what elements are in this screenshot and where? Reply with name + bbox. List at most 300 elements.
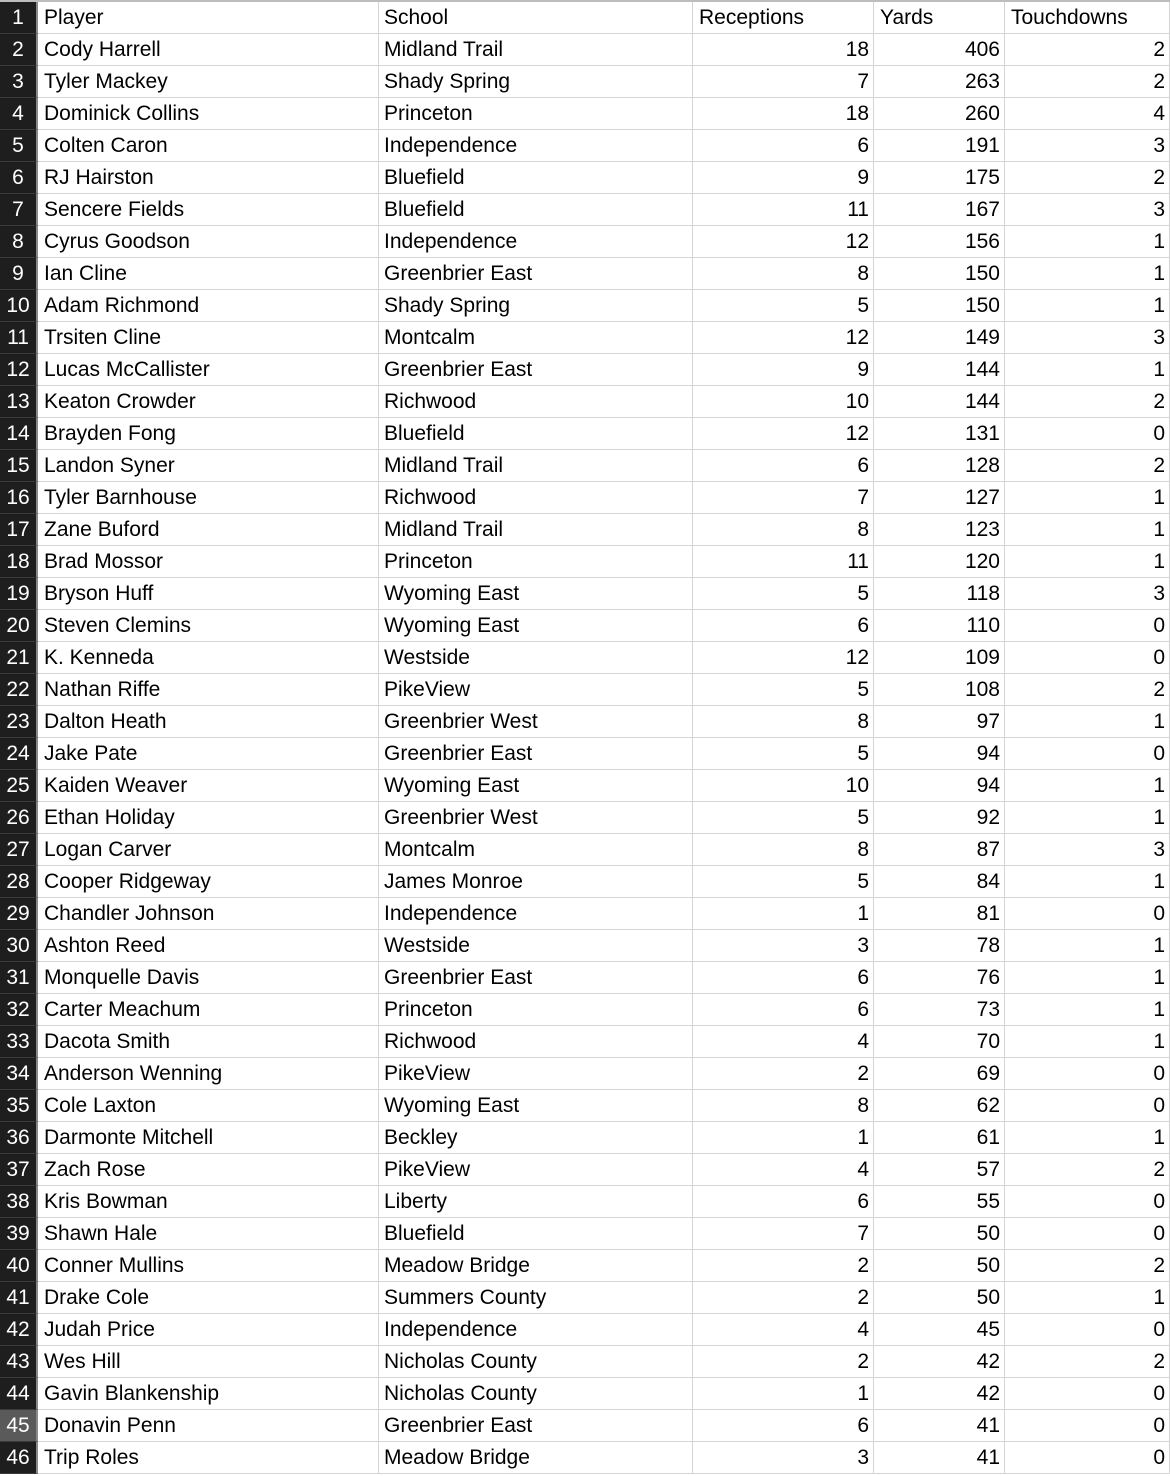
- cell-receptions[interactable]: 2: [693, 1282, 874, 1314]
- cell-yards[interactable]: 57: [874, 1154, 1005, 1186]
- table-row: [0, 34, 1170, 66]
- cell-yards[interactable]: 150: [874, 258, 1005, 290]
- cell-yards[interactable]: 406: [874, 34, 1005, 66]
- row-number[interactable]: 7: [0, 194, 38, 226]
- cell-receptions[interactable]: 9: [693, 354, 874, 386]
- cell-yards[interactable]: 76: [874, 962, 1005, 994]
- cell-touchdowns[interactable]: 1: [1005, 1122, 1170, 1154]
- cell-touchdowns[interactable]: 2: [1005, 386, 1170, 418]
- cell-yards[interactable]: 69: [874, 1058, 1005, 1090]
- cell-yards[interactable]: 61: [874, 1122, 1005, 1154]
- cell-school[interactable]: PikeView: [379, 1058, 693, 1090]
- cell-yards[interactable]: 120: [874, 546, 1005, 578]
- table-row: [0, 738, 1170, 770]
- cell-school[interactable]: Bluefield: [379, 194, 693, 226]
- cell-yards[interactable]: 70: [874, 1026, 1005, 1058]
- row-number[interactable]: 36: [0, 1122, 38, 1154]
- cell-receptions[interactable]: 5: [693, 802, 874, 834]
- cell-player[interactable]: Shawn Hale: [38, 1218, 379, 1250]
- cell-player[interactable]: Nathan Riffe: [38, 674, 379, 706]
- cell-receptions[interactable]: 12: [693, 642, 874, 674]
- cell-player[interactable]: Dalton Heath: [38, 706, 379, 738]
- cell-school[interactable]: Midland Trail: [379, 34, 693, 66]
- cell-player[interactable]: Kaiden Weaver: [38, 770, 379, 802]
- cell-receptions[interactable]: 11: [693, 194, 874, 226]
- cell-player[interactable]: Bryson Huff: [38, 578, 379, 610]
- table-row: [0, 1090, 1170, 1122]
- cell-receptions[interactable]: 8: [693, 706, 874, 738]
- cell-school[interactable]: Greenbrier West: [379, 706, 693, 738]
- row-number[interactable]: 19: [0, 578, 38, 610]
- cell-touchdowns[interactable]: 2: [1005, 66, 1170, 98]
- cell-receptions[interactable]: 1: [693, 1378, 874, 1410]
- cell-player[interactable]: Keaton Crowder: [38, 386, 379, 418]
- cell-player[interactable]: Kris Bowman: [38, 1186, 379, 1218]
- cell-school[interactable]: Independence: [379, 898, 693, 930]
- cell-touchdowns[interactable]: 2: [1005, 1250, 1170, 1282]
- cell-yards[interactable]: 50: [874, 1282, 1005, 1314]
- cell-receptions[interactable]: 8: [693, 514, 874, 546]
- cell-touchdowns[interactable]: 1: [1005, 802, 1170, 834]
- cell-yards[interactable]: 156: [874, 226, 1005, 258]
- cell-receptions[interactable]: 6: [693, 610, 874, 642]
- cell-player[interactable]: Zach Rose: [38, 1154, 379, 1186]
- cell-player[interactable]: Brayden Fong: [38, 418, 379, 450]
- cell-receptions[interactable]: 2: [693, 1346, 874, 1378]
- cell-school[interactable]: PikeView: [379, 1154, 693, 1186]
- row-number[interactable]: 18: [0, 546, 38, 578]
- cell-receptions[interactable]: 10: [693, 386, 874, 418]
- header-cell-school[interactable]: School: [379, 2, 693, 34]
- cell-touchdowns[interactable]: 1: [1005, 866, 1170, 898]
- cell-player[interactable]: Drake Cole: [38, 1282, 379, 1314]
- cell-school[interactable]: Montcalm: [379, 322, 693, 354]
- cell-school[interactable]: Wyoming East: [379, 578, 693, 610]
- cell-yards[interactable]: 127: [874, 482, 1005, 514]
- cell-touchdowns[interactable]: 1: [1005, 546, 1170, 578]
- row-number[interactable]: 39: [0, 1218, 38, 1250]
- table-row: [0, 450, 1170, 482]
- cell-yards[interactable]: 50: [874, 1218, 1005, 1250]
- cell-receptions[interactable]: 3: [693, 1442, 874, 1474]
- cell-receptions[interactable]: 2: [693, 1250, 874, 1282]
- cell-school[interactable]: Bluefield: [379, 418, 693, 450]
- row-number[interactable]: 27: [0, 834, 38, 866]
- cell-player[interactable]: Logan Carver: [38, 834, 379, 866]
- cell-touchdowns[interactable]: 2: [1005, 1154, 1170, 1186]
- cell-receptions[interactable]: 5: [693, 866, 874, 898]
- header-cell-player[interactable]: Player: [38, 2, 379, 34]
- cell-touchdowns[interactable]: 0: [1005, 642, 1170, 674]
- row-number[interactable]: 9: [0, 258, 38, 290]
- cell-school[interactable]: Richwood: [379, 482, 693, 514]
- cell-receptions[interactable]: 6: [693, 130, 874, 162]
- header-cell-receptions[interactable]: Receptions: [693, 2, 874, 34]
- cell-receptions[interactable]: 8: [693, 258, 874, 290]
- cell-player[interactable]: Dacota Smith: [38, 1026, 379, 1058]
- row-number[interactable]: 13: [0, 386, 38, 418]
- cell-school[interactable]: Independence: [379, 130, 693, 162]
- cell-receptions[interactable]: 18: [693, 34, 874, 66]
- cell-player[interactable]: Trsiten Cline: [38, 322, 379, 354]
- cell-touchdowns[interactable]: 3: [1005, 834, 1170, 866]
- cell-touchdowns[interactable]: 1: [1005, 962, 1170, 994]
- cell-receptions[interactable]: 5: [693, 578, 874, 610]
- cell-player[interactable]: Anderson Wenning: [38, 1058, 379, 1090]
- cell-touchdowns[interactable]: 1: [1005, 1282, 1170, 1314]
- row-number[interactable]: 25: [0, 770, 38, 802]
- cell-touchdowns[interactable]: 1: [1005, 354, 1170, 386]
- cell-player[interactable]: Landon Syner: [38, 450, 379, 482]
- cell-school[interactable]: Richwood: [379, 1026, 693, 1058]
- cell-school[interactable]: Meadow Bridge: [379, 1250, 693, 1282]
- cell-touchdowns[interactable]: 3: [1005, 130, 1170, 162]
- cell-receptions[interactable]: 5: [693, 674, 874, 706]
- row-number[interactable]: 22: [0, 674, 38, 706]
- cell-yards[interactable]: 144: [874, 354, 1005, 386]
- cell-school[interactable]: Independence: [379, 226, 693, 258]
- cell-yards[interactable]: 128: [874, 450, 1005, 482]
- cell-player[interactable]: Zane Buford: [38, 514, 379, 546]
- cell-player[interactable]: Adam Richmond: [38, 290, 379, 322]
- table-row: [0, 1154, 1170, 1186]
- cell-player[interactable]: Trip Roles: [38, 1442, 379, 1474]
- row-number[interactable]: 44: [0, 1378, 38, 1410]
- cell-school[interactable]: Bluefield: [379, 162, 693, 194]
- cell-player[interactable]: K. Kenneda: [38, 642, 379, 674]
- cell-yards[interactable]: 55: [874, 1186, 1005, 1218]
- cell-player[interactable]: Donavin Penn: [38, 1410, 379, 1442]
- cell-school[interactable]: Greenbrier East: [379, 962, 693, 994]
- row-number[interactable]: 32: [0, 994, 38, 1026]
- cell-touchdowns[interactable]: 1: [1005, 706, 1170, 738]
- row-number[interactable]: 30: [0, 930, 38, 962]
- row-number[interactable]: 45: [0, 1410, 38, 1442]
- cell-receptions[interactable]: 7: [693, 66, 874, 98]
- cell-yards[interactable]: 97: [874, 706, 1005, 738]
- cell-yards[interactable]: 84: [874, 866, 1005, 898]
- cell-yards[interactable]: 118: [874, 578, 1005, 610]
- cell-touchdowns[interactable]: 1: [1005, 482, 1170, 514]
- row-number[interactable]: 34: [0, 1058, 38, 1090]
- cell-player[interactable]: Chandler Johnson: [38, 898, 379, 930]
- cell-yards[interactable]: 45: [874, 1314, 1005, 1346]
- cell-receptions[interactable]: 6: [693, 994, 874, 1026]
- row-number[interactable]: 17: [0, 514, 38, 546]
- cell-receptions[interactable]: 6: [693, 1186, 874, 1218]
- row-number[interactable]: 26: [0, 802, 38, 834]
- cell-yards[interactable]: 167: [874, 194, 1005, 226]
- row-number[interactable]: 14: [0, 418, 38, 450]
- cell-touchdowns[interactable]: 2: [1005, 34, 1170, 66]
- cell-yards[interactable]: 87: [874, 834, 1005, 866]
- cell-school[interactable]: Greenbrier East: [379, 738, 693, 770]
- cell-player[interactable]: Tyler Mackey: [38, 66, 379, 98]
- cell-touchdowns[interactable]: 2: [1005, 162, 1170, 194]
- table-row: [0, 770, 1170, 802]
- table-row: [0, 546, 1170, 578]
- row-number[interactable]: 4: [0, 98, 38, 130]
- cell-receptions[interactable]: 10: [693, 770, 874, 802]
- row-number[interactable]: 6: [0, 162, 38, 194]
- cell-player[interactable]: Ashton Reed: [38, 930, 379, 962]
- cell-touchdowns[interactable]: 0: [1005, 1410, 1170, 1442]
- cell-player[interactable]: Colten Caron: [38, 130, 379, 162]
- cell-touchdowns[interactable]: 0: [1005, 610, 1170, 642]
- table-row: [0, 1410, 1170, 1442]
- cell-player[interactable]: Lucas McCallister: [38, 354, 379, 386]
- cell-receptions[interactable]: 12: [693, 226, 874, 258]
- cell-receptions[interactable]: 9: [693, 162, 874, 194]
- cell-receptions[interactable]: 5: [693, 738, 874, 770]
- cell-school[interactable]: Midland Trail: [379, 514, 693, 546]
- cell-touchdowns[interactable]: 1: [1005, 770, 1170, 802]
- cell-receptions[interactable]: 1: [693, 1122, 874, 1154]
- cell-school[interactable]: Nicholas County: [379, 1378, 693, 1410]
- table-row: [0, 1442, 1170, 1474]
- row-number[interactable]: 5: [0, 130, 38, 162]
- cell-touchdowns[interactable]: 0: [1005, 1442, 1170, 1474]
- cell-school[interactable]: Princeton: [379, 98, 693, 130]
- cell-school[interactable]: Princeton: [379, 546, 693, 578]
- row-number[interactable]: 15: [0, 450, 38, 482]
- cell-touchdowns[interactable]: 1: [1005, 514, 1170, 546]
- cell-touchdowns[interactable]: 1: [1005, 258, 1170, 290]
- row-number[interactable]: 35: [0, 1090, 38, 1122]
- row-number[interactable]: 42: [0, 1314, 38, 1346]
- cell-yards[interactable]: 92: [874, 802, 1005, 834]
- row-number[interactable]: 41: [0, 1282, 38, 1314]
- cell-touchdowns[interactable]: 1: [1005, 290, 1170, 322]
- cell-receptions[interactable]: 11: [693, 546, 874, 578]
- cell-receptions[interactable]: 7: [693, 482, 874, 514]
- cell-player[interactable]: Jake Pate: [38, 738, 379, 770]
- cell-receptions[interactable]: 3: [693, 930, 874, 962]
- cell-school[interactable]: Bluefield: [379, 1218, 693, 1250]
- cell-player[interactable]: Cody Harrell: [38, 34, 379, 66]
- cell-yards[interactable]: 42: [874, 1378, 1005, 1410]
- cell-player[interactable]: Cyrus Goodson: [38, 226, 379, 258]
- cell-touchdowns[interactable]: 1: [1005, 994, 1170, 1026]
- cell-school[interactable]: Richwood: [379, 386, 693, 418]
- cell-yards[interactable]: 62: [874, 1090, 1005, 1122]
- cell-player[interactable]: Steven Clemins: [38, 610, 379, 642]
- table-row: [0, 258, 1170, 290]
- cell-touchdowns[interactable]: 0: [1005, 1090, 1170, 1122]
- cell-player[interactable]: Ethan Holiday: [38, 802, 379, 834]
- table-row: [0, 1250, 1170, 1282]
- cell-player[interactable]: Monquelle Davis: [38, 962, 379, 994]
- cell-school[interactable]: Midland Trail: [379, 450, 693, 482]
- row-number[interactable]: 3: [0, 66, 38, 98]
- row-number[interactable]: 40: [0, 1250, 38, 1282]
- cell-yards[interactable]: 50: [874, 1250, 1005, 1282]
- cell-receptions[interactable]: 4: [693, 1154, 874, 1186]
- cell-receptions[interactable]: 12: [693, 322, 874, 354]
- cell-receptions[interactable]: 4: [693, 1314, 874, 1346]
- cell-school[interactable]: Wyoming East: [379, 610, 693, 642]
- cell-school[interactable]: Greenbrier East: [379, 1410, 693, 1442]
- row-number[interactable]: 23: [0, 706, 38, 738]
- cell-player[interactable]: Carter Meachum: [38, 994, 379, 1026]
- row-number[interactable]: 24: [0, 738, 38, 770]
- cell-touchdowns[interactable]: 0: [1005, 1314, 1170, 1346]
- cell-touchdowns[interactable]: 1: [1005, 930, 1170, 962]
- row-number[interactable]: 37: [0, 1154, 38, 1186]
- cell-yards[interactable]: 41: [874, 1410, 1005, 1442]
- cell-player[interactable]: Ian Cline: [38, 258, 379, 290]
- cell-player[interactable]: Wes Hill: [38, 1346, 379, 1378]
- cell-receptions[interactable]: 12: [693, 418, 874, 450]
- cell-player[interactable]: Sencere Fields: [38, 194, 379, 226]
- cell-yards[interactable]: 42: [874, 1346, 1005, 1378]
- header-cell-touchdowns[interactable]: Touchdowns: [1005, 2, 1170, 34]
- table-row: [0, 226, 1170, 258]
- row-number[interactable]: 2: [0, 34, 38, 66]
- table-row: [0, 386, 1170, 418]
- cell-receptions[interactable]: 18: [693, 98, 874, 130]
- cell-yards[interactable]: 260: [874, 98, 1005, 130]
- row-number[interactable]: 29: [0, 898, 38, 930]
- cell-player[interactable]: Brad Mossor: [38, 546, 379, 578]
- row-number[interactable]: 21: [0, 642, 38, 674]
- cell-yards[interactable]: 263: [874, 66, 1005, 98]
- cell-receptions[interactable]: 5: [693, 290, 874, 322]
- row-number[interactable]: 20: [0, 610, 38, 642]
- table-row: [0, 1346, 1170, 1378]
- cell-receptions[interactable]: 6: [693, 962, 874, 994]
- cell-touchdowns[interactable]: 0: [1005, 1378, 1170, 1410]
- table-row: [0, 1122, 1170, 1154]
- cell-yards[interactable]: 73: [874, 994, 1005, 1026]
- header-cell-yards[interactable]: Yards: [874, 2, 1005, 34]
- row-number[interactable]: 8: [0, 226, 38, 258]
- cell-receptions[interactable]: 8: [693, 834, 874, 866]
- cell-touchdowns[interactable]: 4: [1005, 98, 1170, 130]
- table-row: [0, 162, 1170, 194]
- row-number[interactable]: 33: [0, 1026, 38, 1058]
- row-number[interactable]: 16: [0, 482, 38, 514]
- cell-yards[interactable]: 175: [874, 162, 1005, 194]
- row-number[interactable]: 43: [0, 1346, 38, 1378]
- table-row: [0, 194, 1170, 226]
- cell-player[interactable]: Cooper Ridgeway: [38, 866, 379, 898]
- cell-school[interactable]: PikeView: [379, 674, 693, 706]
- table-row: [0, 1378, 1170, 1410]
- cell-school[interactable]: Nicholas County: [379, 1346, 693, 1378]
- cell-school[interactable]: Independence: [379, 1314, 693, 1346]
- cell-school[interactable]: Wyoming East: [379, 770, 693, 802]
- table-row: [0, 482, 1170, 514]
- cell-touchdowns[interactable]: 0: [1005, 1218, 1170, 1250]
- table-row: [0, 290, 1170, 322]
- row-number[interactable]: 10: [0, 290, 38, 322]
- cell-school[interactable]: Shady Spring: [379, 66, 693, 98]
- cell-touchdowns[interactable]: 1: [1005, 226, 1170, 258]
- cell-school[interactable]: Westside: [379, 642, 693, 674]
- cell-receptions[interactable]: 2: [693, 1058, 874, 1090]
- cell-touchdowns[interactable]: 2: [1005, 450, 1170, 482]
- cell-yards[interactable]: 150: [874, 290, 1005, 322]
- cell-school[interactable]: Greenbrier East: [379, 258, 693, 290]
- cell-school[interactable]: Princeton: [379, 994, 693, 1026]
- row-number[interactable]: 11: [0, 322, 38, 354]
- cell-school[interactable]: James Monroe: [379, 866, 693, 898]
- row-number[interactable]: 38: [0, 1186, 38, 1218]
- cell-yards[interactable]: 110: [874, 610, 1005, 642]
- table-row: [0, 578, 1170, 610]
- cell-touchdowns[interactable]: 1: [1005, 1026, 1170, 1058]
- cell-touchdowns[interactable]: 0: [1005, 738, 1170, 770]
- cell-touchdowns[interactable]: 0: [1005, 1186, 1170, 1218]
- table-row: [0, 898, 1170, 930]
- cell-yards[interactable]: 108: [874, 674, 1005, 706]
- cell-yards[interactable]: 94: [874, 770, 1005, 802]
- cell-player[interactable]: Darmonte Mitchell: [38, 1122, 379, 1154]
- cell-yards[interactable]: 94: [874, 738, 1005, 770]
- cell-touchdowns[interactable]: 3: [1005, 194, 1170, 226]
- cell-yards[interactable]: 78: [874, 930, 1005, 962]
- cell-touchdowns[interactable]: 0: [1005, 418, 1170, 450]
- cell-school[interactable]: Shady Spring: [379, 290, 693, 322]
- cell-receptions[interactable]: 1: [693, 898, 874, 930]
- cell-school[interactable]: Summers County: [379, 1282, 693, 1314]
- cell-receptions[interactable]: 6: [693, 1410, 874, 1442]
- cell-yards[interactable]: 191: [874, 130, 1005, 162]
- cell-player[interactable]: Tyler Barnhouse: [38, 482, 379, 514]
- cell-touchdowns[interactable]: 0: [1005, 898, 1170, 930]
- cell-yards[interactable]: 41: [874, 1442, 1005, 1474]
- cell-player[interactable]: Gavin Blankenship: [38, 1378, 379, 1410]
- cell-player[interactable]: Judah Price: [38, 1314, 379, 1346]
- cell-school[interactable]: Wyoming East: [379, 1090, 693, 1122]
- cell-yards[interactable]: 131: [874, 418, 1005, 450]
- cell-yards[interactable]: 149: [874, 322, 1005, 354]
- row-number[interactable]: 28: [0, 866, 38, 898]
- cell-touchdowns[interactable]: 3: [1005, 322, 1170, 354]
- cell-yards[interactable]: 81: [874, 898, 1005, 930]
- row-number[interactable]: 12: [0, 354, 38, 386]
- cell-receptions[interactable]: 8: [693, 1090, 874, 1122]
- cell-touchdowns[interactable]: 2: [1005, 674, 1170, 706]
- cell-receptions[interactable]: 4: [693, 1026, 874, 1058]
- cell-school[interactable]: Meadow Bridge: [379, 1442, 693, 1474]
- header-row: [0, 2, 1170, 34]
- cell-yards[interactable]: 109: [874, 642, 1005, 674]
- cell-player[interactable]: Conner Mullins: [38, 1250, 379, 1282]
- cell-yards[interactable]: 144: [874, 386, 1005, 418]
- cell-touchdowns[interactable]: 2: [1005, 1346, 1170, 1378]
- row-number[interactable]: 46: [0, 1442, 38, 1474]
- cell-player[interactable]: Cole Laxton: [38, 1090, 379, 1122]
- cell-school[interactable]: Montcalm: [379, 834, 693, 866]
- row-number[interactable]: 1: [0, 2, 38, 34]
- cell-player[interactable]: Dominick Collins: [38, 98, 379, 130]
- cell-touchdowns[interactable]: 3: [1005, 578, 1170, 610]
- cell-school[interactable]: Westside: [379, 930, 693, 962]
- cell-school[interactable]: Greenbrier East: [379, 354, 693, 386]
- cell-receptions[interactable]: 6: [693, 450, 874, 482]
- cell-school[interactable]: Greenbrier West: [379, 802, 693, 834]
- cell-yards[interactable]: 123: [874, 514, 1005, 546]
- cell-receptions[interactable]: 7: [693, 1218, 874, 1250]
- row-number[interactable]: 31: [0, 962, 38, 994]
- cell-touchdowns[interactable]: 0: [1005, 1058, 1170, 1090]
- table-row: [0, 1282, 1170, 1314]
- cell-school[interactable]: Liberty: [379, 1186, 693, 1218]
- cell-school[interactable]: Beckley: [379, 1122, 693, 1154]
- cell-player[interactable]: RJ Hairston: [38, 162, 379, 194]
